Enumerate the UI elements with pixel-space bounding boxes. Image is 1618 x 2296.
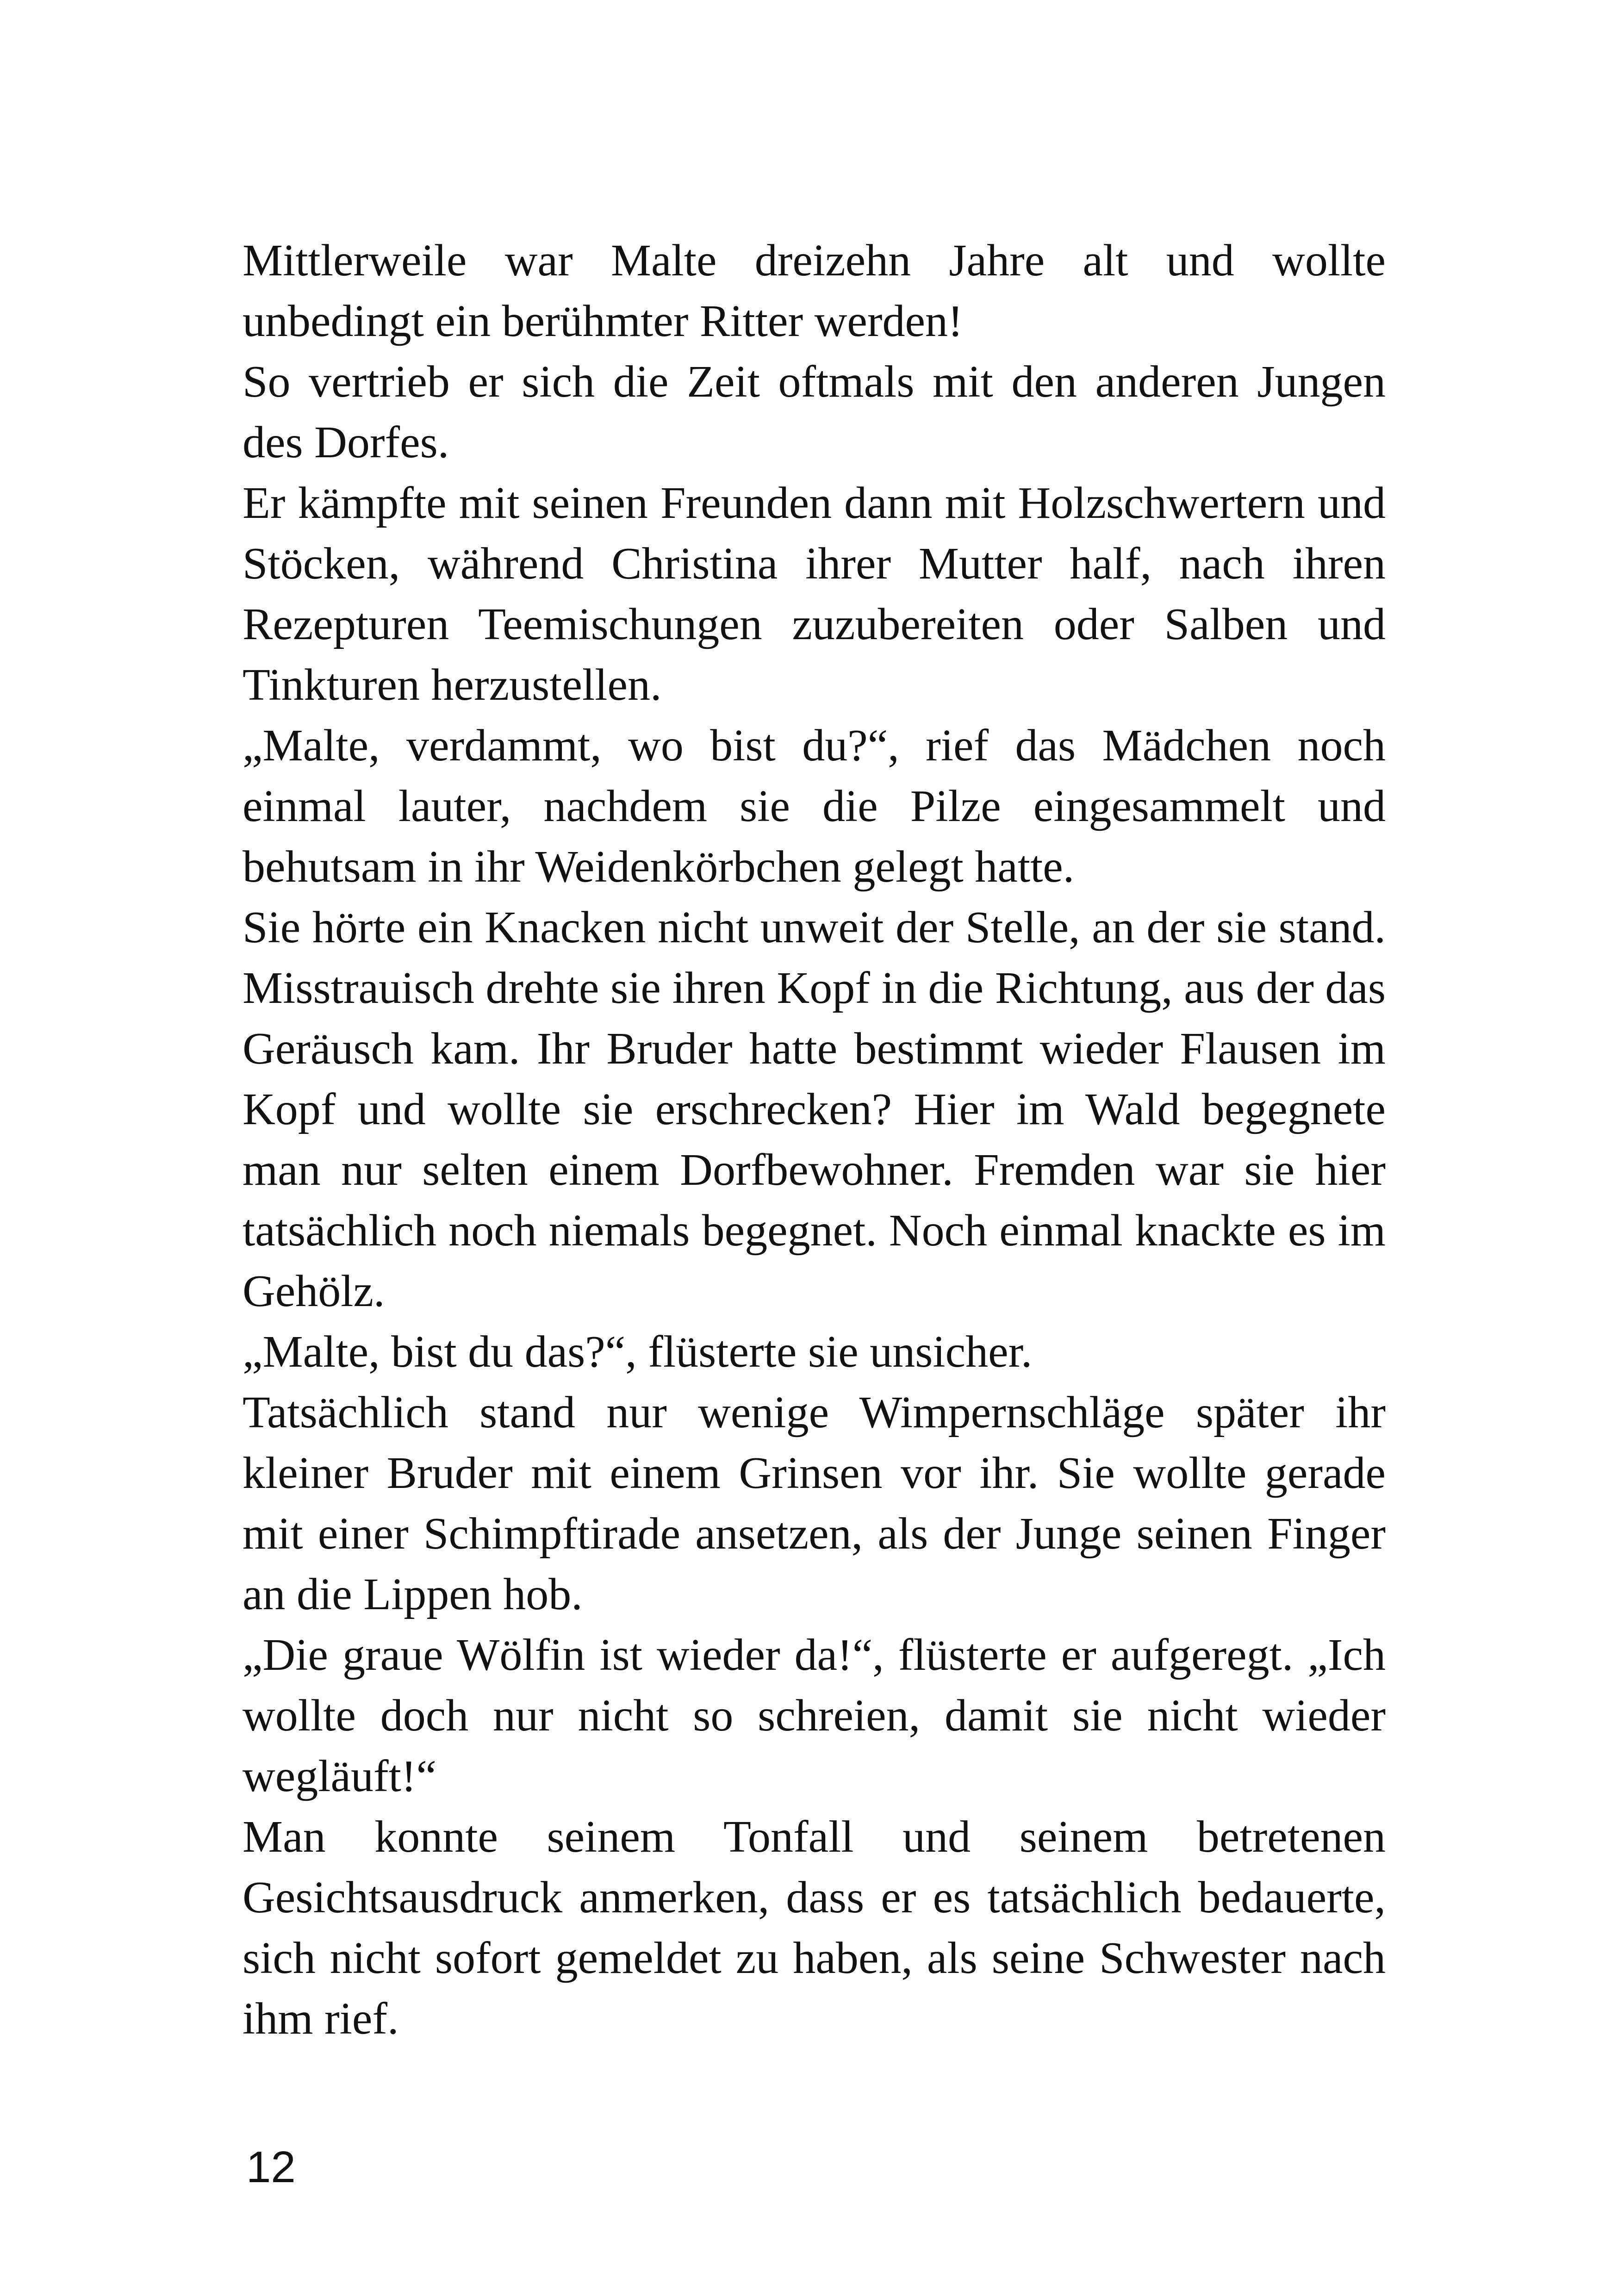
paragraph-9: Man konnte seinem Tonfall und seinem betretenen Gesichtsausdruck anmerken, dass er es tatsächlich bedauerte, sich nicht sofort gemeldet zu haben, als seine Schwester nach ihm rief. [243, 1812, 1386, 2044]
paragraph-4: „Malte, verdammt, wo bist du?“, rief das Mädchen noch einmal lauter, nachdem sie die Pilze eingesammelt und behutsam in ihr Weidenkörbchen gelegt hatte. [243, 721, 1386, 892]
body-text [243, 230, 1386, 2049]
paragraph-3: Er kämpfte mit seinen Freunden dann mit Holzschwertern und Stöcken, während Christina ihrer Mutter half, nach ihren Rezepturen Teemischungen zuzubereiten oder Salben und Tinkturen herzustellen. [243, 478, 1386, 710]
page-number: 12 [246, 2142, 296, 2192]
paragraph-8: „Die graue Wölfin ist wieder da!“, flüsterte er aufgeregt. „Ich wollte doch nur nicht so schreien, damit sie nicht wieder wegläuft!“ [243, 1630, 1386, 1801]
paragraph-6: „Malte, bist du das?“, flüsterte sie unsicher. [243, 1327, 1033, 1377]
paragraph-5: Sie hörte ein Knacken nicht unweit der Stelle, an der sie stand. Misstrauisch drehte sie ihren Kopf in die Richtung, aus der das Geräusch kam. Ihr Bruder hatte bestimmt wieder Flausen im Kopf und wollte sie erschrecken? Hier im Wald begegnete man nur selten einem Dorfbewohner. Fremden war sie hier tatsächlich noch niemals begegnet. Noch einmal knackte es im Gehölz. [243, 902, 1386, 1316]
paragraph-1: Mittlerweile war Malte dreizehn Jahre alt und wollte unbedingt ein berühmter Ritter werden! [243, 236, 1386, 346]
paragraph-7: Tatsächlich stand nur wenige Wimpernschläge später ihr kleiner Bruder mit einem Grinsen vor ihr. Sie wollte gerade mit einer Schimpftirade ansetzen, als der Junge seinen Finger an die Lippen hob. [243, 1388, 1386, 1619]
paragraph-2: So vertrieb er sich die Zeit oftmals mit den anderen Jungen des Dorfes. [243, 357, 1386, 467]
